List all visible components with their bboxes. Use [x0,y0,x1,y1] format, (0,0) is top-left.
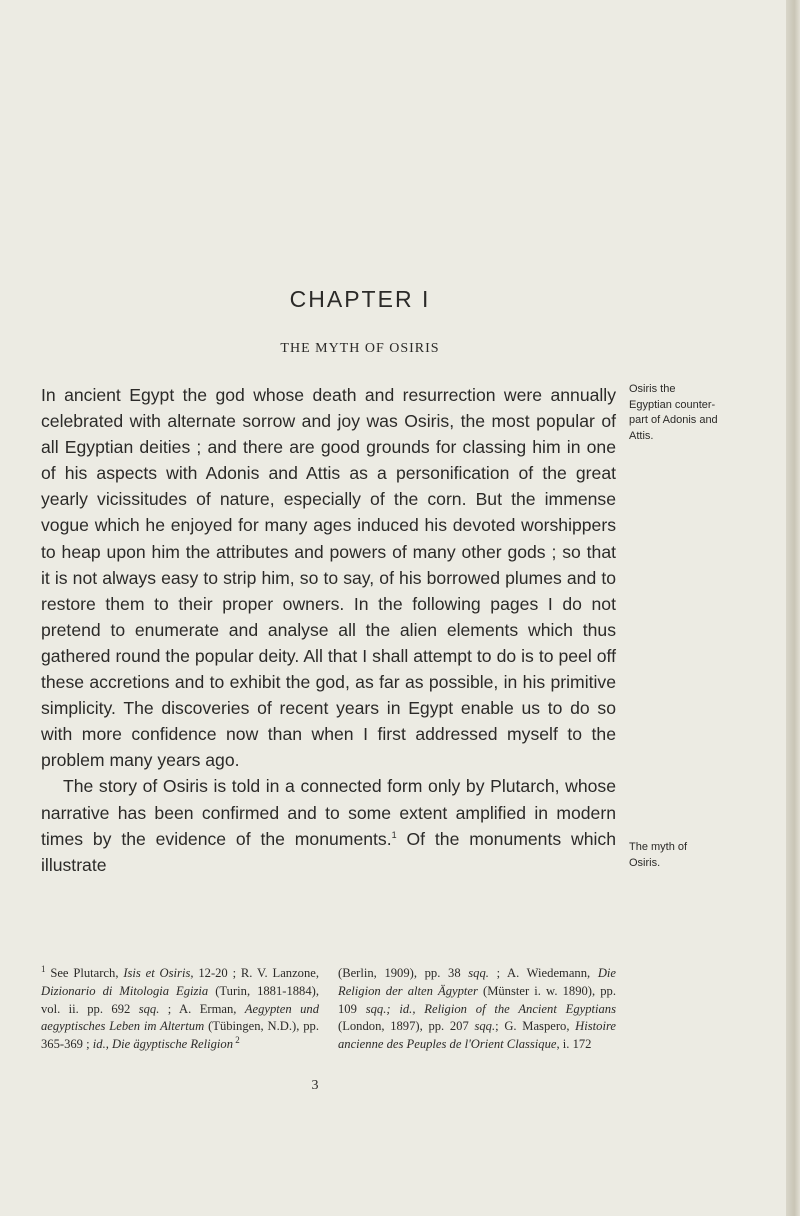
paragraph-1-text: ancient Egypt the god whose death and resurrection were annually celebrated with alternate sorrow and joy was Osiris, the most popular of all Egyptian deities ; and there are good grounds for classing him in one of his aspects with Adonis and Attis as a personification of the great yearly vicissitudes of nature, especially of the corn. But the immense vogue which he enjoyed for many ages induced his devoted worshippers to heap upon him the attributes and powers of many other gods ; so that it is not always easy to strip him, so to say, of his borrowed plumes and to restore them to their proper owners. In the following pages I do not pretend to enumerate and analyse all the alien elements which thus gathered round the popular deity. All that I shall attempt to do is to peel off these accretions and to exhibit the god, as far as possible, in his primitive simplicity. The discoveries of recent years in Egypt enable us to do so with more confidence now than when I first addressed myself to the problem many years ago. [41,385,616,771]
chapter-title: THE MYTH OF OSIRIS [280,341,440,356]
footnote-column-left [41,965,319,1054]
footnote-text: ; A. Erman, [159,1001,245,1016]
body-text [41,382,616,878]
chapter-heading: CHAPTER I [289,286,431,312]
paragraph-1 [41,382,616,773]
footnote-title: sqq.; id., Religion of the Ancient Egyptians [365,1001,616,1016]
footnote-column-right [338,965,616,1054]
footnote-text: (London, 1897), pp. 207 [338,1019,475,1034]
paragraph-2-end: Of the monuments which illustrate [41,828,616,875]
footnote-title: sqq. [474,1019,496,1034]
footnote-text: (Tübingen, N.D.), pp. 365-369 ; [41,1019,319,1052]
footnotes [41,965,616,1054]
footnote-text: ; G. Maspero, [495,1019,576,1034]
marginal-note: Osiris the Egyptian counter-part of Adonis and Attis. [629,383,718,442]
footnote-text: (Turin, 1881-1884), vol. ii. pp. 692 [41,983,319,1016]
paragraph-2-text: The story of Osiris is told in a connected form only by Plutarch, whose narrative has been confirmed and to some extent amplified in modern times by the evidence of the monuments. [41,776,616,849]
footnote-text: (Münster i. w. 1890), pp. 109 [338,983,616,1016]
footnote-text: , i. 172 [556,1037,592,1052]
footnote-text: (Berlin, 1909), pp. 38 [338,966,469,980]
page-number: 3 [311,1078,319,1093]
footnote-title: Die Religion der alten Ägypter [338,966,616,998]
marginal-note: The myth of Osiris. [629,841,688,869]
footnote-text: See Plutarch, [45,966,124,980]
footnote-text: 12-20 ; R. V. Lanzone, [193,966,320,980]
page-edge [786,0,800,1216]
footnote-ref: 1 [391,829,397,840]
footnote-text: ; A. Wiedemann, [488,966,598,980]
footnote-title: Isis et Osiris, [123,966,194,980]
footnote-number: 1 [41,963,46,974]
footnote-title: id., Die ägyptische Religion [92,1037,234,1052]
footnote-edition: 2 [233,1035,240,1045]
footnote-title: sqq. [468,966,489,980]
first-word: In [41,385,56,405]
footnote-title: Aegypten und aegyptisches Leben im Altertum [41,1001,320,1034]
footnote-title: Histoire ancienne des Peuples de l'Orient Classique [338,1019,616,1052]
footnote-title: Dizionario di Mitologia Egizia [41,983,209,998]
paragraph-2 [41,773,616,877]
footnote-title: sqq. [138,1001,160,1016]
